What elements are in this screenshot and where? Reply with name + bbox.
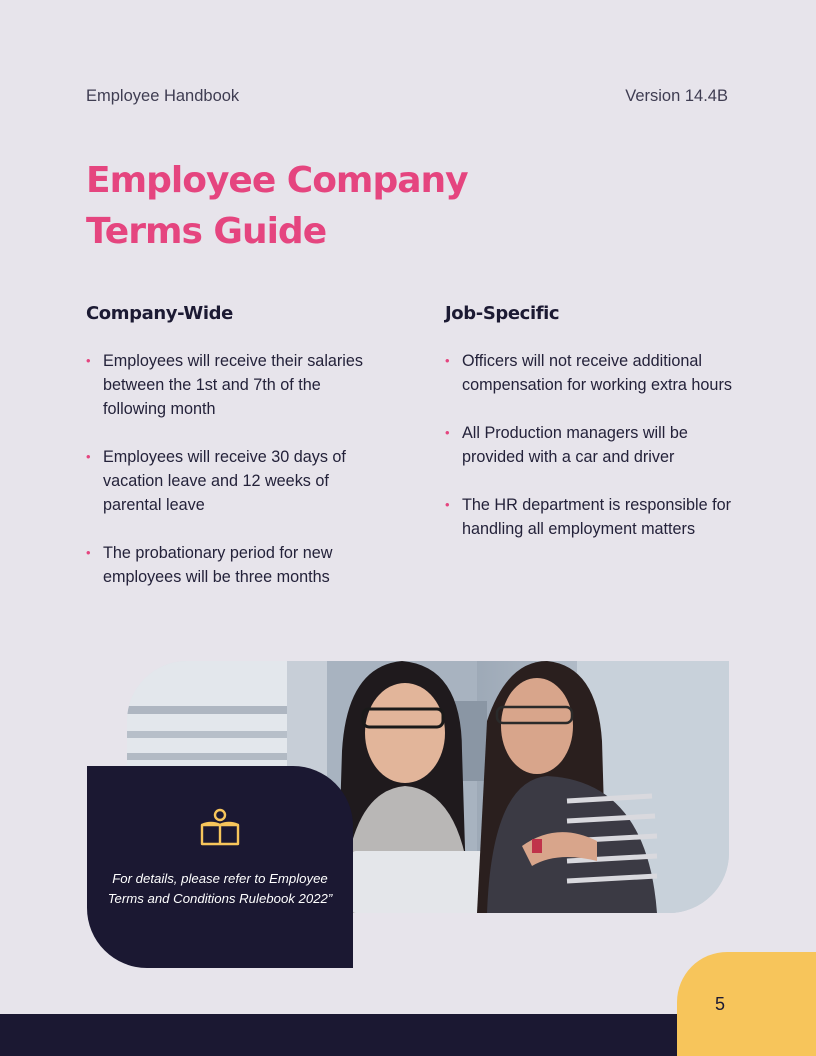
- page-title: [86, 155, 506, 257]
- page-title-line-2: Terms Guide: [86, 211, 327, 252]
- bullet-icon: •: [445, 497, 450, 512]
- page-title-line-1: Employee Company: [86, 160, 468, 201]
- bullet-icon: •: [86, 545, 91, 560]
- job-specific-section: [445, 301, 745, 565]
- list-item: • All Production managers will be provided with a car and driver: [445, 421, 745, 469]
- callout-text: For details, please refer to Employee Terms and Conditions Rulebook 2022”: [107, 871, 333, 906]
- bullet-icon: •: [445, 353, 450, 368]
- job-specific-list: [445, 349, 745, 541]
- company-wide-list: [86, 349, 386, 589]
- bullet-icon: •: [86, 449, 91, 464]
- list-item: • Employees will receive their salaries between the 1st and 7th of the following month: [86, 349, 386, 421]
- list-item: • Officers will not receive additional compensation for working extra hours: [445, 349, 745, 397]
- list-item: • Employees will receive 30 days of vacation leave and 12 weeks of parental leave: [86, 445, 386, 517]
- list-item: • The HR department is responsible for handling all employment matters: [445, 493, 745, 541]
- bullet-icon: •: [86, 353, 91, 368]
- header-version: Version 14.4B: [625, 87, 728, 105]
- list-item: • The probationary period for new employees will be three months: [86, 541, 386, 589]
- company-wide-section: [86, 301, 386, 613]
- book-reader-icon: [198, 806, 242, 850]
- page-number-tab: [677, 952, 816, 1056]
- bullet-icon: •: [445, 425, 450, 440]
- header-document-title: Employee Handbook: [86, 87, 240, 105]
- callout-box: [87, 766, 353, 968]
- job-specific-heading: Job-Specific: [445, 303, 560, 324]
- company-wide-heading: Company-Wide: [86, 303, 233, 324]
- page-number: 5: [714, 994, 725, 1014]
